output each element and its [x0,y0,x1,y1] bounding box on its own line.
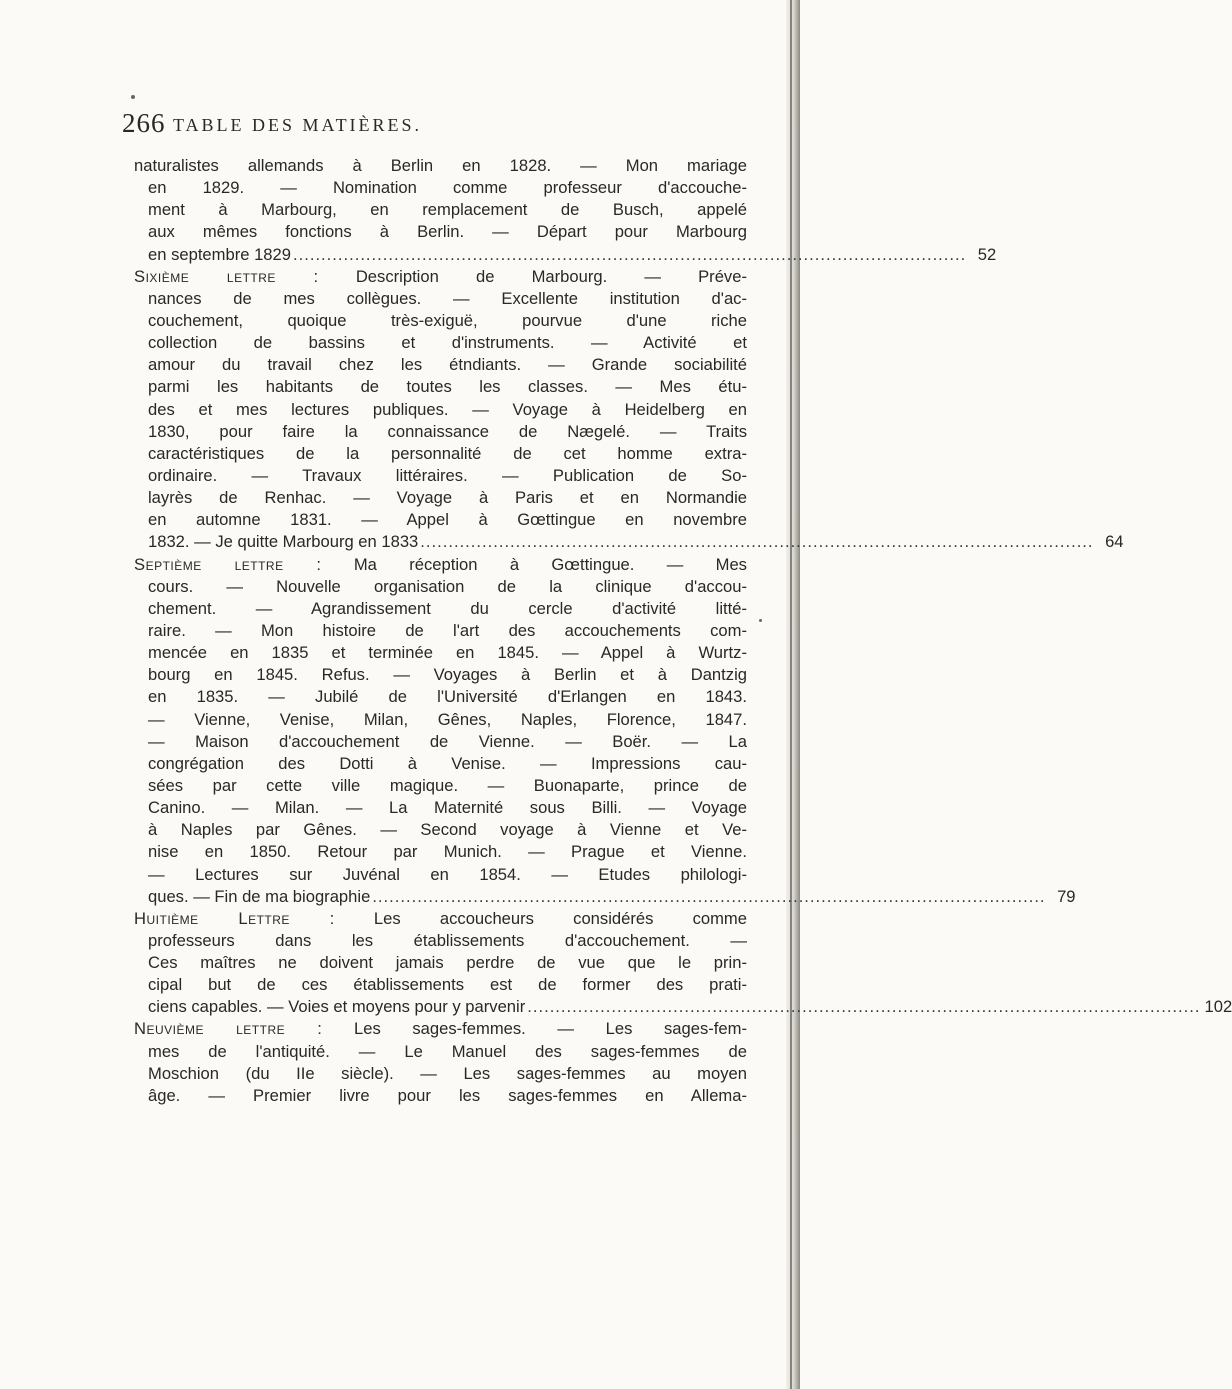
letter-heading: Huitième Lettre : [134,908,335,928]
toc-line [148,465,747,487]
letter-heading-text: Ma réception à Gœttingue. — Mes [353,554,747,574]
table-of-contents [134,155,1232,1107]
toc-line [148,709,747,731]
toc-line-text: chement. — Agrandissement du cercle d'activité litté- [148,598,747,618]
paper-speck [759,619,762,622]
toc-line [148,952,747,974]
toc-line [148,864,747,886]
toc-line-text: cipal but de ces établissements est de former des prati- [148,975,747,995]
toc-line-text: sées par cette ville magique. — Buonaparte, prince de [148,775,747,795]
toc-line [134,1018,747,1040]
toc-entry [134,266,1124,554]
toc-line-text: nances de mes collègues. — Excellente institution d'ac- [148,288,747,308]
toc-line [148,376,747,398]
toc-line-text: couchement, quoique très-exiguë, pourvue d'une riche [148,310,747,330]
toc-line-text: des et mes lectures publiques. — Voyage à Heidelberg en [148,399,747,419]
toc-line-text: aux mêmes fonctions à Berlin. — Départ pour Marbourg [148,222,747,242]
running-title: TABLE DES MATIÈRES. [173,115,423,135]
toc-line [148,354,747,376]
toc-line-text [134,1018,747,1040]
toc-line-text: mencée en 1835 et terminée en 1845. — Appel à Wurtz- [148,643,747,663]
toc-line [148,576,747,598]
toc-line [148,797,747,819]
toc-line [148,487,747,509]
toc-line-text: — Vienne, Venise, Milan, Gênes, Naples, Florence, 1847. [148,709,747,729]
toc-line-text: bourg en 1845. Refus. — Voyages à Berlin et à Dantzig [148,665,747,685]
toc-line-text [134,266,747,288]
letter-heading: Septième lettre : [134,554,322,574]
toc-line-text: en 1829. — Nomination comme professeur d'accouche- [148,178,747,198]
toc-line-text: 1832. — Je quitte Marbourg en 1833 [148,532,419,552]
toc-line-text [134,554,747,576]
toc-entry [134,155,997,266]
toc-line [148,642,747,664]
toc-line-text: — Lectures sur Juvénal en 1854. — Etudes philologi- [148,864,747,884]
toc-line-text: congrégation des Dotti à Venise. — Impressions cau- [148,753,747,773]
toc-line-text: raire. — Mon histoire de l'art des accouchements com- [148,620,747,640]
toc-line [134,155,747,177]
toc-line [148,443,747,465]
toc-line [148,731,747,753]
toc-entry [134,1018,747,1107]
toc-line-text: professeurs dans les établissements d'accouchement. — [148,930,747,950]
toc-line [148,930,747,952]
toc-line [148,310,747,332]
toc-line [148,819,747,841]
toc-line-text: à Naples par Gênes. — Second voyage à Vienne et Ve- [148,820,747,840]
toc-line-text: 1830, pour faire la connaissance de Nægelé. — Traits [148,421,747,441]
toc-line [148,775,747,797]
page-reference: 64 [1105,532,1124,552]
toc-line [148,598,747,620]
toc-line [148,664,747,686]
dot-leader: ........................................................................................................................ [420,532,1094,552]
dot-leader: ........................................................................................................................ [372,886,1046,906]
toc-line-text: amour du travail chez les étndiants. — Grande sociabilité [148,355,747,375]
toc-line-text: Canino. — Milan. — La Maternité sous Billi. — Voyage [148,798,747,818]
toc-line-text [134,908,747,930]
toc-line [148,399,747,421]
toc-line [148,1063,747,1085]
toc-line-final [148,996,1232,1018]
page-header [122,108,740,148]
toc-line [134,554,747,576]
page-number: 266 [122,108,166,138]
toc-line-text: en automne 1831. — Appel à Gœttingue en novembre [148,510,747,530]
toc-line [148,177,747,199]
toc-line-text: parmi les habitants de toutes les classes. — Mes étu- [148,377,747,397]
toc-line [148,421,747,443]
toc-line [148,221,747,243]
toc-line-text: âge. — Premier livre pour les sages-femmes en Allema- [148,1085,747,1105]
page-reference: 79 [1057,886,1076,906]
toc-entry [134,908,1232,1019]
toc-line-final [148,886,1076,908]
toc-line-text: collection de bassins et d'instruments. — Activité et [148,333,747,353]
toc-line-text: cours. — Nouvelle organisation de la clinique d'accou- [148,576,747,596]
toc-line [148,1041,747,1063]
toc-line [148,509,747,531]
toc-line [148,841,747,863]
toc-line [148,1085,747,1107]
letter-heading: Sixième lettre : [134,266,319,286]
page-reference: 52 [977,244,997,264]
dot-leader: ........................................................................................................................ [527,997,1201,1017]
toc-line-text: Ces maîtres ne doivent jamais perdre de vue que le prin- [148,953,747,973]
page-edge-shadow [786,0,800,1389]
page-edge-line [790,0,792,1389]
toc-line-text: layrès de Renhac. — Voyage à Paris et en Normandie [148,488,747,508]
toc-entry [134,554,1076,908]
dot-leader: ........................................................................................................................ [293,244,967,264]
toc-line-text: naturalistes allemands à Berlin en 1828. — Mon mariage [134,156,747,175]
toc-line-final [148,531,1124,553]
toc-line-text: en septembre 1829 [148,244,291,264]
toc-line [134,266,747,288]
toc-line-text: nise en 1850. Retour par Munich. — Prague et Vienne. [148,842,747,862]
toc-line [148,199,747,221]
toc-line-text: ordinaire. — Travaux littéraires. — Publication de So- [148,465,747,485]
letter-heading-text: Les accoucheurs considérés comme [373,908,747,928]
toc-line [148,974,747,996]
toc-line-text: mes de l'antiquité. — Le Manuel des sages-femmes de [148,1041,747,1061]
toc-line-text: Moschion (du IIe siècle). — Les sages-femmes au moyen [148,1063,747,1083]
toc-line [148,288,747,310]
paper-speck [131,95,135,99]
letter-heading: Neuvième lettre : [134,1019,323,1039]
toc-line-text: ment à Marbourg, en remplacement de Busch, appelé [148,200,747,220]
toc-line [148,620,747,642]
toc-line-final [148,244,997,266]
toc-line-text: — Maison d'accouchement de Vienne. — Boër. — La [148,731,747,751]
toc-line-text: caractéristiques de la personnalité de cet homme extra- [148,443,747,463]
toc-line [148,753,747,775]
toc-line [134,908,747,930]
toc-line [148,686,747,708]
letter-heading-text: Description de Marbourg. — Préve- [355,266,747,286]
toc-line [148,332,747,354]
toc-line-text: ques. — Fin de ma biographie [148,886,371,906]
toc-line-text: ciens capables. — Voies et moyens pour y parvenir [148,997,526,1017]
letter-heading-text: Les sages-femmes. — Les sages-fem- [353,1019,747,1039]
toc-line-text: en 1835. — Jubilé de l'Université d'Erlangen en 1843. [148,687,747,707]
page-reference: 102 [1204,997,1232,1017]
